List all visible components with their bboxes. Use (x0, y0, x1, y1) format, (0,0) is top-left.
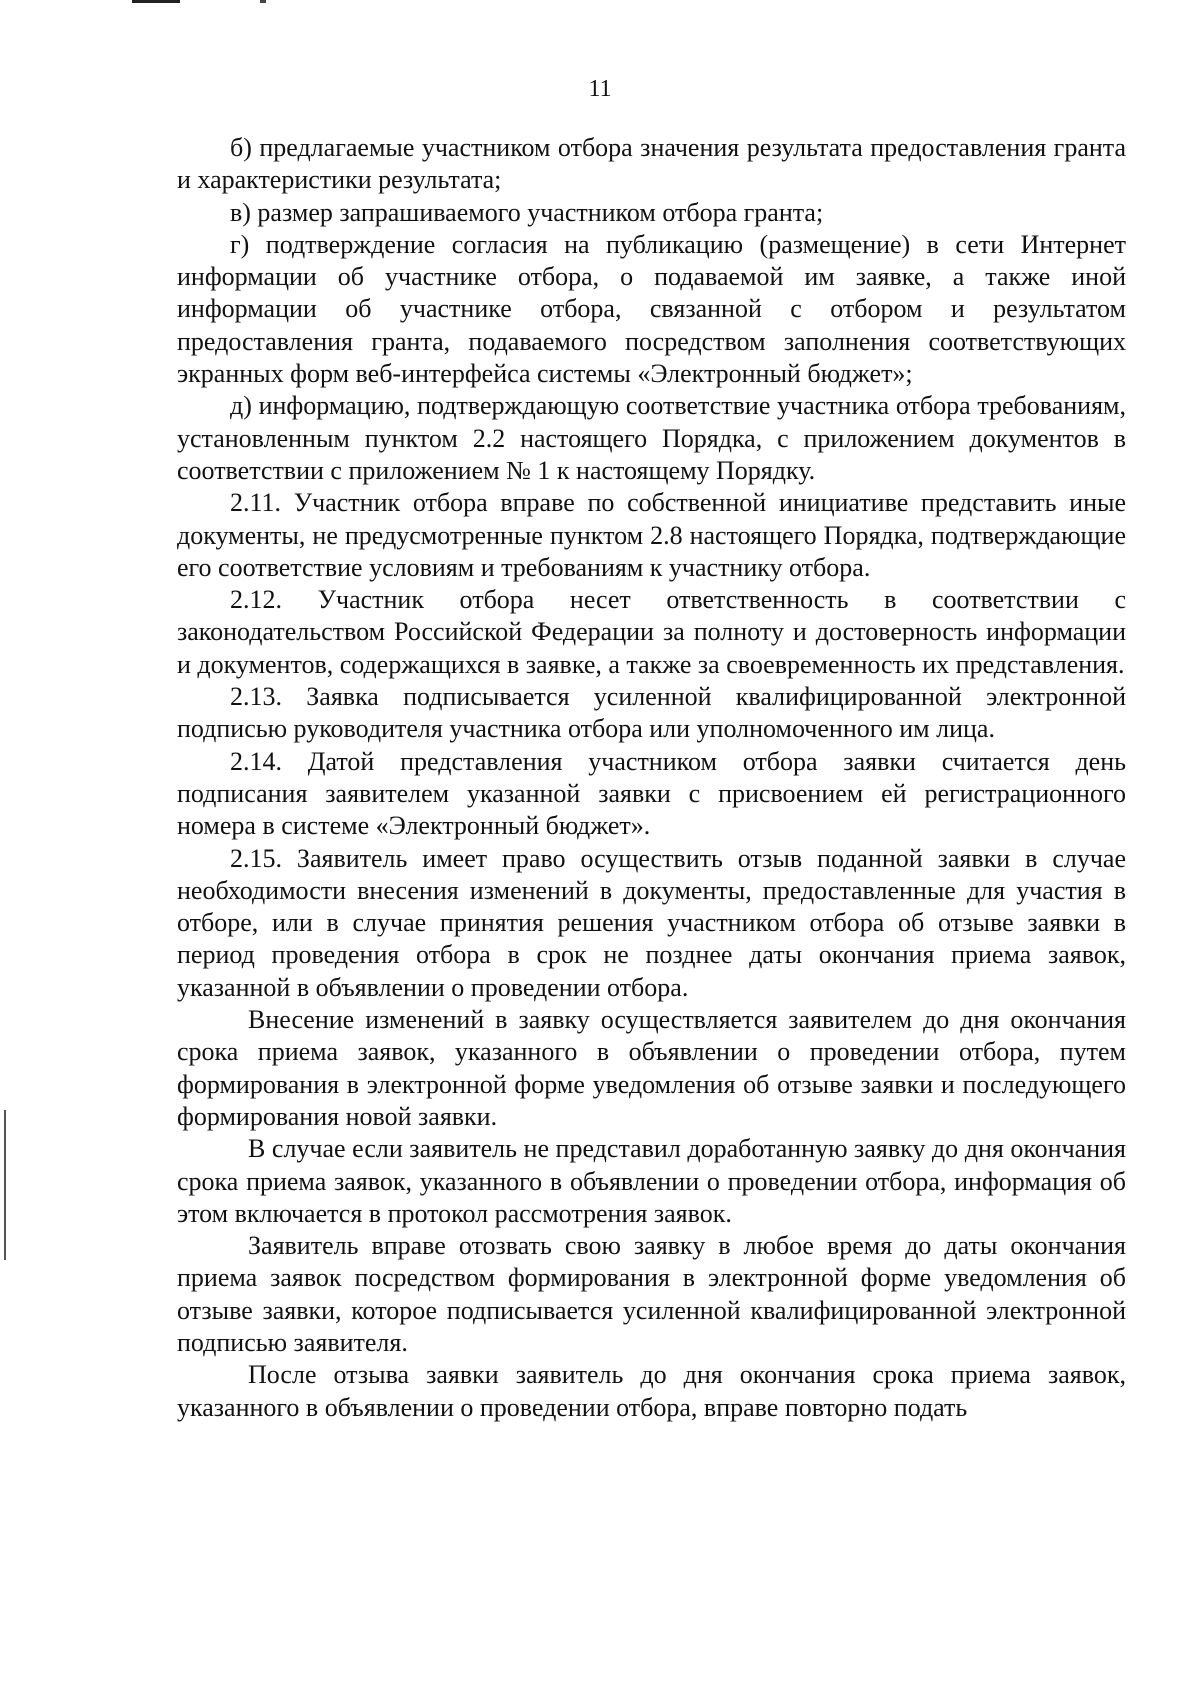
paragraph: в) размер запрашиваемого участником отбора гранта; (230, 197, 824, 227)
paragraph: Заявитель вправе отозвать свою заявку в любое время до даты окончания приема заявок посредством формирования в электронной форме уведомления об отзыве заявки, которое подписывается усиленной квалифицированной электронной подписью заявителя. (177, 1231, 1126, 1357)
paragraph: 2.13. Заявка подписывается усиленной квалифицированной электронной подписью руководителя участника отбора или уполномоченного им лица. (177, 682, 1126, 744)
document-body (177, 132, 1126, 1424)
paragraph: б) предлагаемые участником отбора значения результата предоставления гранта и характеристики результата; (177, 133, 1126, 195)
scan-artifact (260, 0, 266, 3)
paragraph: После отзыва заявки заявитель до дня окончания срока приема заявок, указанного в объявлении о проведении отбора, вправе повторно подать (177, 1360, 1126, 1422)
paragraph: д) информацию, подтверждающую соответствие участника отбора требованиям, установленным пунктом 2.2 настоящего Порядка, с приложением документов в соответствии с приложением № 1 к настоящему Порядку. (177, 391, 1126, 485)
paragraph: Внесение изменений в заявку осуществляется заявителем до дня окончания срока приема заявок, указанного в объявлении о проведении отбора, путем формирования в электронной форме уведомления об отзыве заявки и последующего формирования новой заявки. (177, 1005, 1126, 1131)
scan-artifact (132, 0, 180, 3)
paragraph: г) подтверждение согласия на публикацию (размещение) в сети Интернет информации об участнике отбора, о подаваемой им заявке, а также иной информации об участнике отбора, связанной с отбором и результатом предоставления гранта, подаваемого посредством заполнения соответствующих экранных форм веб-интерфейса системы «Электронный бюджет»; (177, 229, 1126, 389)
paragraph: В случае если заявитель не представил доработанную заявку до дня окончания срока приема заявок, указанного в объявлении о проведении отбора, информация об этом включается в протокол рассмотрения заявок. (177, 1134, 1126, 1228)
paragraph: 2.12. Участник отбора несет ответственность в соответствии с законодательством Российской Федерации за полноту и достоверность информации и документов, содержащихся в заявке, а также за своевременность их представления. (177, 585, 1126, 679)
paragraph: 2.15. Заявитель имеет право осуществить отзыв поданной заявки в случае необходимости внесения изменений в документы, предоставленные для участия в отборе, или в случае принятия решения участником отбора об отзыве заявки в период проведения отбора в срок не позднее даты окончания приема заявок, указанной в объявлении о проведении отбора. (177, 843, 1126, 1002)
paragraph: 2.11. Участник отбора вправе по собственной инициативе представить иные документы, не предусмотренные пунктом 2.8 настоящего Порядка, подтверждающие его соответствие условиям и требованиям к участнику отбора. (177, 488, 1126, 582)
paragraph: 2.14. Датой представления участником отбора заявки считается день подписания заявителем указанной заявки с присвоением ей регистрационного номера в системе «Электронный бюджет». (177, 746, 1126, 841)
scan-artifact (4, 1110, 6, 1260)
page-number: 11 (588, 76, 612, 102)
